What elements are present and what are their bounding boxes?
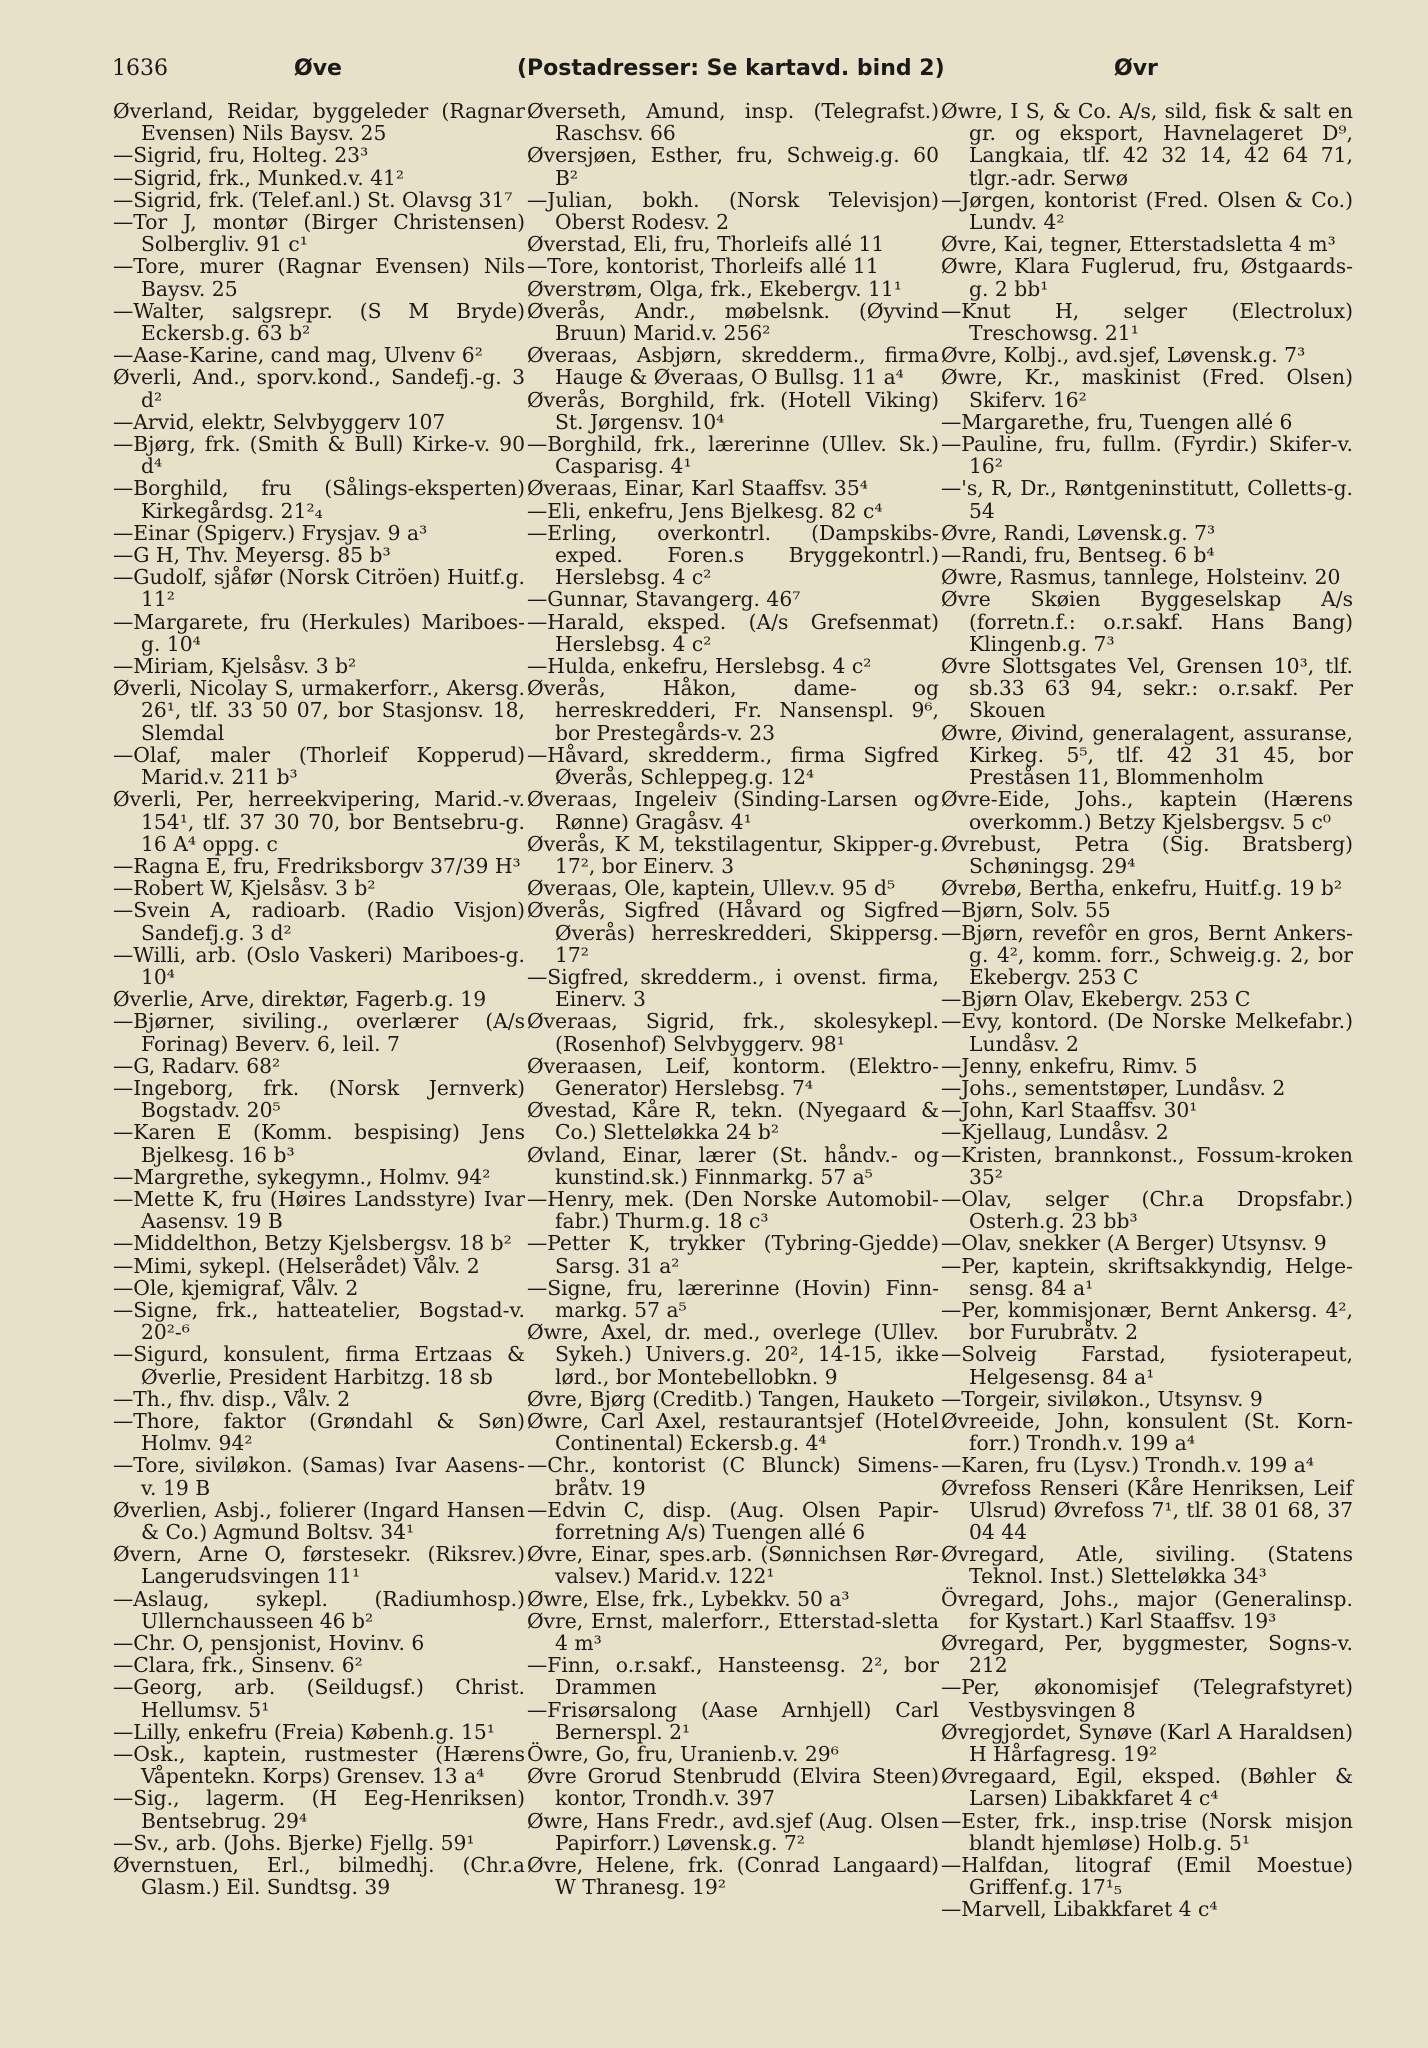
directory-entry: Øverli, And., sporv.kond., Sandefj.-g. 3 d² <box>113 365 525 412</box>
directory-entry: —Evy, kontord. (De Norske Melkefabr.) Lundåsv. 2 <box>941 1009 1353 1056</box>
directory-entry: —Halfdan, litograf (Emil Moestue) Griffenf.g. 17¹₅ <box>941 1853 1353 1900</box>
directory-entry: Øwre, Øivind, generalagent, assuranse, Kirkeg. 5⁵, tlf. 42 31 45, bor Preståsen 11, Blommenholm <box>941 720 1353 790</box>
directory-entry: —Chr., kontorist (C Blunck) Simens-bråtv. 19 <box>527 1453 939 1500</box>
directory-entry: Øverli, Per, herreekvipering, Marid.-v. 154¹, tlf. 37 30 70, bor Bentsebru-g. 16 A⁴ oppg. c <box>113 787 525 856</box>
directory-entry: Öwre, Go, fru, Uranienb.v. 29⁶ <box>527 1742 839 1767</box>
directory-entry: —Th., fhv. disp., Vålv. 2 <box>113 1386 351 1411</box>
directory-entry: —Sigrid, fru, Holteg. 23³ <box>113 143 369 168</box>
directory-entry: Øvrebø, Bertha, enkefru, Huitf.g. 19 b² <box>941 876 1343 901</box>
directory-entry: —Olav, selger (Chr.a Dropsfabr.) Osterh.g. 23 bb³ <box>941 1186 1353 1234</box>
directory-entry: Øwre, Kr., maskinist (Fred. Olsen) Skiferv. 16² <box>941 365 1353 412</box>
directory-entry: Øvern, Arne O, førstesekr. (Riksrev.) Langerudsvingen 11¹ <box>113 1542 525 1589</box>
directory-entry: Øvreeide, John, konsulent (St. Korn-forr.) Trondh.v. 199 a⁴ <box>941 1408 1353 1456</box>
directory-entry: Øvre, Kolbj., avd.sjef, Løvensk.g. 7³ <box>941 343 1306 368</box>
directory-entry: —Johs., sementstøper, Lundåsv. 2 <box>941 1075 1286 1100</box>
directory-entry: Øverås, Andr., møbelsnk. (Øyvind Bruun) Marid.v. 256² <box>527 298 939 346</box>
directory-entry: —Willi, arb. (Oslo Vaskeri) Mariboes-g. 10⁴ <box>113 942 525 989</box>
directory-entry: Øveraas, Einar, Karl Staaffsv. 35⁴ <box>527 476 868 501</box>
directory-entry: —Bjørg, frk. (Smith & Bull) Kirke-v. 90 d⁴ <box>113 432 525 479</box>
directory-entry: Øwre, Hans Fredr., avd.sjef (Aug. Olsen Papirforr.) Løvensk.g. 7² <box>527 1808 939 1855</box>
directory-entry: —Karen, fru (Lysv.) Trondh.v. 199 a⁴ <box>941 1453 1314 1478</box>
directory-column-3 <box>941 100 1353 1921</box>
directory-entry: —Middelthon, Betzy Kjelsbergsv. 18 b² <box>113 1231 512 1256</box>
directory-entry: Øverstad, Eli, fru, Thorleifs allé 11 <box>527 232 885 257</box>
directory-entry: —Osk., kaptein, rustmester (Hærens Våpentekn. Korps) Grensev. 13 a⁴ <box>113 1742 525 1789</box>
directory-entry: —Aase-Karine, cand mag, Ulvenv 6² <box>113 343 483 368</box>
directory-entry: —Ester, frk., insp.trise (Norsk misjon blandt hjemløse) Holb.g. 5¹ <box>941 1808 1353 1855</box>
directory-entry: Øwre, Else, frk., Lybekkv. 50 a³ <box>527 1586 850 1611</box>
directory-entry: —Georg, arb. (Seildugsf.) Christ. Hellumsv. 5¹ <box>113 1675 525 1722</box>
directory-entry: —Sv., arb. (Johs. Bjerke) Fjellg. 59¹ <box>113 1830 475 1855</box>
directory-entry: —Erling, overkontrl. (Dampskibs-exped. Foren.s Bryggekontrl.) Herslebsg. 4 c² <box>527 520 939 590</box>
directory-entry: Øverås, K M, tekstilagentur, Skipper-g. 17², bor Einerv. 3 <box>527 831 939 878</box>
directory-entry: Øvre, Bjørg (Creditb.) Tangen, Hauketo <box>527 1386 935 1411</box>
directory-entry: Øvregaard, Egil, eksped. (Bøhler & Larsen) Libakkfaret 4 c⁴ <box>941 1764 1353 1811</box>
directory-entry: Øvre, Randi, Løvensk.g. 7³ <box>941 520 1216 545</box>
directory-entry: Øversjøen, Esther, fru, Schweig.g. 60 B² <box>527 143 939 190</box>
directory-entry: Øvre, Ernst, malerforr., Etterstad-sletta 4 m³ <box>527 1608 939 1656</box>
directory-entry: Øvland, Einar, lærer (St. håndv.- og kunstind.sk.) Finnmarkg. 57 a⁵ <box>527 1142 939 1189</box>
directory-entry: Øvregard, Per, byggmester, Sogns-v. 212 <box>941 1631 1353 1678</box>
directory-entry: —Hulda, enkefru, Herslebsg. 4 c² <box>527 654 872 679</box>
directory-entry: —Knut H, selger (Electrolux) Treschowsg. 21¹ <box>941 298 1353 346</box>
directory-entry: —Per, kaptein, skriftsakkyndig, Helge-sensg. 84 a¹ <box>941 1253 1353 1300</box>
directory-entry: Øverås, Sigfred (Håvard og Sigfred Øverås) herreskredderi, Skippersg. 17² <box>527 898 939 967</box>
directory-entry: —Gudolf, sjåfør (Norsk Citröen) Huitf.g. 11² <box>113 565 525 612</box>
directory-entry: Øwre, Klara Fuglerud, fru, Østgaards-g. 2 bb¹ <box>941 254 1353 301</box>
directory-entry: —G H, Thv. Meyersg. 85 b³ <box>113 543 391 568</box>
directory-entry: —Borghild, frk., lærerinne (Ullev. Sk.) Casparisg. 4¹ <box>527 432 939 479</box>
directory-entry: —Per, økonomisjef (Telegrafstyret) Vestbysvingen 8 <box>941 1675 1353 1722</box>
directory-entry: Øvernstuen, Erl., bilmedhj. (Chr.a Glasm.) Eil. Sundtsg. 39 <box>113 1853 525 1900</box>
directory-entry: —Sigurd, konsulent, firma Ertzaas & Øverlie, President Harbitzg. 18 sb <box>113 1342 525 1389</box>
directory-entry: —G, Radarv. 68² <box>113 1053 281 1078</box>
directory-entry: Øverli, Nicolay S, urmakerforr., Akersg. 26¹, tlf. 33 50 07, bor Stasjonsv. 18, Slemdal <box>113 676 525 745</box>
directory-entry: —Henry, mek. (Den Norske Automobil-fabr.) Thurm.g. 18 c³ <box>527 1186 939 1234</box>
directory-entry: —Sigfred, skredderm., i ovenst. firma, Einerv. 3 <box>527 964 939 1012</box>
directory-entry: —Sigrid, frk., Munked.v. 41² <box>113 165 405 190</box>
directory-entry: —Borghild, fru (Sålings-eksperten) Kirkegårdsg. 21²₄ <box>113 476 525 523</box>
directory-entry: —Sig., lagerm. (H Eeg-Henriksen) Bentsebrug. 29⁴ <box>113 1786 525 1833</box>
directory-entry: —Miriam, Kjelsåsv. 3 b² <box>113 654 357 679</box>
directory-entry: —Bjørn Olav, Ekebergv. 253 C <box>941 987 1251 1012</box>
directory-entry: —Gunnar, Stavangerg. 46⁷ <box>527 587 801 612</box>
directory-entry: Øverås, Borghild, frk. (Hotell Viking) St. Jørgensv. 10⁴ <box>527 387 939 434</box>
directory-entry: Øwre, Axel, dr. med., overlege (Ullev. Sykeh.) Univers.g. 20², 14-15, ikke lørd., bor Montebellobkn. 9 <box>527 1320 939 1389</box>
directory-entry: Øverås, Håkon, dame- og herreskredderi, Fr. Nansenspl. 9⁶, bor Prestegårds-v. 23 <box>527 676 939 745</box>
directory-entry: —Finn, o.r.sakf., Hansteensg. 2², bor Drammen <box>527 1653 939 1700</box>
directory-entry: Øvregjordet, Synøve (Karl A Haraldsen) H Hårfagresg. 19² <box>941 1719 1353 1767</box>
directory-entry: —Eli, enkefru, Jens Bjelkesg. 82 c⁴ <box>527 498 883 523</box>
directory-entry: —Ole, kjemigraf, Vålv. 2 <box>113 1275 359 1300</box>
directory-entry: Øverseth, Amund, insp. (Telegrafst.) Raschsv. 66 <box>527 99 939 146</box>
directory-entry: —Mette K, fru (Høires Landsstyre) Ivar Aasensv. 19 B <box>113 1186 525 1234</box>
directory-entry: Øveraas, Ingeleiv (Sinding-Larsen og Rønne) Gragåsv. 4¹ <box>527 787 939 834</box>
page-header <box>112 56 1362 92</box>
directory-entry: Øverland, Reidar, byggeleder (Ragnar Evensen) Nils Baysv. 25 <box>113 99 525 146</box>
directory-entry: Øvre, Helene, frk. (Conrad Langaard) W Thranesg. 19² <box>527 1853 939 1900</box>
directory-entry: —Einar (Spigerv.) Frysjav. 9 a³ <box>113 520 428 545</box>
directory-entry: —Torgeir, siviløkon., Utsynsv. 9 <box>941 1386 1263 1411</box>
directory-entry: —Lilly, enkefru (Freia) Københ.g. 15¹ <box>113 1719 495 1744</box>
directory-entry: —Solveig Farstad, fysioterapeut, Helgesensg. 84 a¹ <box>941 1342 1353 1389</box>
directory-entry: Øveraasen, Leif, kontorm. (Elektro-Generator) Herslebsg. 7⁴ <box>527 1053 939 1100</box>
directory-entry: —Clara, frk., Sinsenv. 6² <box>113 1653 363 1678</box>
directory-entry: Övregard, Johs., major (Generalinsp. for Kystart.) Karl Staaffsv. 19³ <box>941 1586 1353 1633</box>
directory-entry: —Olaf, maler (Thorleif Kopperud) Marid.v. 211 b³ <box>113 742 525 790</box>
directory-entry: —Jenny, enkefru, Rimv. 5 <box>941 1053 1198 1078</box>
directory-entry: —Bjørn, revefôr en gros, Bernt Ankers-g. 4², komm. forr., Schweig.g. 2, bor Ekebergv. 253 C <box>941 920 1353 989</box>
directory-entry: —Tore, kontorist, Thorleifs allé 11 <box>527 254 879 279</box>
directory-entry: Øveraas, Asbjørn, skredderm., firma Hauge & Øveraas, O Bullsg. 11 a⁴ <box>527 343 939 390</box>
directory-entry: —Thore, faktor (Grøndahl & Søn) Holmv. 94² <box>113 1408 525 1456</box>
directory-entry: —Robert W, Kjelsåsv. 3 b² <box>113 876 376 901</box>
directory-entry: —Jørgen, kontorist (Fred. Olsen & Co.) Lundv. 4² <box>941 187 1353 235</box>
directory-entry: —'s, R, Dr., Røntgeninstitutt, Colletts-g. 54 <box>941 476 1353 523</box>
directory-entry: Øvre, Kai, tegner, Etterstadsletta 4 m³ <box>941 232 1336 257</box>
directory-entry: —Aslaug, sykepl. (Radiumhosp.) Ullernchausseen 46 b² <box>113 1586 525 1633</box>
directory-entry: —Kjellaug, Lundåsv. 2 <box>941 1120 1169 1145</box>
directory-entry: Øvre, Einar, spes.arb. (Sønnichsen Rør-valsev.) Marid.v. 122¹ <box>527 1542 939 1589</box>
page-number: 1636 <box>112 56 168 81</box>
directory-entry: Øwre, Carl Axel, restaurantsjef (Hotel Continental) Eckersb.g. 4⁴ <box>527 1408 939 1456</box>
directory-entry: Øveraas, Ole, kaptein, Ullev.v. 95 d⁵ <box>527 876 896 901</box>
directory-entry: —Walter, salgsrepr. (S M Bryde) Eckersb.g. 63 b² <box>113 298 525 346</box>
directory-entry: —Signe, fru, lærerinne (Hovin) Finn-markg. 57 a⁵ <box>527 1275 939 1322</box>
header-center-text: (Postadresser: Se kartavd. bind 2) <box>517 56 945 81</box>
directory-entry: —Mimi, sykepl. (Helserådet) Vålv. 2 <box>113 1253 480 1278</box>
directory-entry: Øvre Skøien Byggeselskap A/s (forretn.f.: o.r.sakf. Hans Bang) Klingenb.g. 7³ <box>941 587 1353 656</box>
directory-entry: —Pauline, fru, fullm. (Fyrdir.) Skifer-v. 16² <box>941 432 1353 479</box>
directory-entry: —Edvin C, disp. (Aug. Olsen Papir-forretning A/s) Tuengen allé 6 <box>527 1497 939 1544</box>
directory-entry: —Signe, frk., hatteatelier, Bogstad-v. 20²-⁶ <box>113 1297 525 1345</box>
directory-entry: Øvre Grorud Stenbrudd (Elvira Steen) kontor, Trondh.v. 397 <box>527 1764 939 1811</box>
directory-entry: Øverlie, Arve, direktør, Fagerb.g. 19 <box>113 987 487 1012</box>
directory-entry: —Olav, snekker (A Berger) Utsynsv. 9 <box>941 1231 1327 1256</box>
directory-entry: Øwre, I S, & Co. A/s, sild, fisk & salt en gr. og eksport, Havnelageret D⁹, Langkaia, tlf. 42 32 14, 42 64 71, tlgr.-adr. Serwø <box>941 99 1353 190</box>
directory-entry: —Julian, bokh. (Norsk Televisjon) Oberst Rodesv. 2 <box>527 187 939 235</box>
directory-entry: Øverstrøm, Olga, frk., Ekebergv. 11¹ <box>527 276 902 301</box>
directory-entry: —Margarethe, fru, Tuengen allé 6 <box>941 409 1293 434</box>
directory-entry: —Arvid, elektr, Selvbyggerv 107 <box>113 409 446 434</box>
directory-entry: —Margarete, fru (Herkules) Mariboes-g. 10⁴ <box>113 609 525 656</box>
directory-entry: —Harald, eksped. (A/s Grefsenmat) Herslebsg. 4 c² <box>527 609 939 656</box>
directory-entry: —Karen E (Komm. bespising) Jens Bjelkesg. 16 b³ <box>113 1120 525 1167</box>
directory-entry: —Ingeborg, frk. (Norsk Jernverk) Bogstadv. 20⁵ <box>113 1075 525 1123</box>
directory-entry: Øvregard, Atle, siviling. (Statens Teknol. Inst.) Sletteløkka 34³ <box>941 1542 1353 1589</box>
directory-entry: —Marvell, Libakkfaret 4 c⁴ <box>941 1897 1218 1922</box>
directory-entry: Øvrefoss Renseri (Kåre Henriksen, Leif Ulsrud) Øvrefoss 7¹, tlf. 38 01 68, 37 04 44 <box>941 1475 1353 1544</box>
directory-column-2 <box>527 100 939 1898</box>
directory-entry: Øvre-Eide, Johs., kaptein (Hærens overkomm.) Betzy Kjelsbergsv. 5 c⁰ <box>941 787 1353 834</box>
directory-entry: Øvrebust, Petra (Sig. Bratsberg) Schøningsg. 29⁴ <box>941 831 1353 878</box>
directory-entry: —Svein A, radioarb. (Radio Visjon) Sandefj.g. 3 d² <box>113 898 525 945</box>
directory-entry: —Håvard, skredderm., firma Sigfred Øverås, Schleppeg.g. 12⁴ <box>527 742 939 790</box>
directory-entry: —Ragna E, fru, Fredriksborgv 37/39 H³ <box>113 853 521 878</box>
directory-entry: Øverlien, Asbj., folierer (Ingard Hansen & Co.) Agmund Boltsv. 34¹ <box>113 1497 525 1544</box>
directory-entry: Øwre, Rasmus, tannlege, Holsteinv. 20 <box>941 565 1341 590</box>
directory-entry: —Tor J, montør (Birger Christensen) Solbergliv. 91 c¹ <box>113 210 525 257</box>
directory-entry: —Sigrid, frk. (Telef.anl.) St. Olavsg 31⁷ <box>113 187 513 212</box>
directory-column-1 <box>113 100 525 1898</box>
directory-entry: —Tore, siviløkon. (Samas) Ivar Aasens-v. 19 B <box>113 1453 525 1500</box>
directory-entry: Øveraas, Sigrid, frk., skolesykepl. (Rosenhof) Selvbyggerv. 98¹ <box>527 1009 939 1056</box>
directory-entry: —Petter K, trykker (Tybring-Gjedde) Sarsg. 31 a² <box>527 1231 939 1278</box>
directory-entry: —John, Karl Staaffsv. 30¹ <box>941 1098 1198 1123</box>
directory-entry: —Bjørner, siviling., overlærer (A/s Forinag) Beverv. 6, leil. 7 <box>113 1009 525 1056</box>
directory-entry: —Frisørsalong (Aase Arnhjell) Carl Bernerspl. 2¹ <box>527 1697 939 1744</box>
directory-entry: —Margrethe, sykegymn., Holmv. 94² <box>113 1164 491 1189</box>
directory-entry: —Randi, fru, Bentseg. 6 b⁴ <box>941 543 1215 568</box>
directory-entry: —Bjørn, Solv. 55 <box>941 898 1111 923</box>
directory-entry: —Chr. O, pensjonist, Hovinv. 6 <box>113 1631 425 1656</box>
header-left-word: Øve <box>294 56 342 81</box>
header-right-word: Øvr <box>1114 56 1158 81</box>
directory-entry: Øvestad, Kåre R, tekn. (Nyegaard & Co.) Sletteløkka 24 b² <box>527 1098 939 1145</box>
directory-entry: —Kristen, brannkonst., Fossum-kroken 35² <box>941 1142 1353 1189</box>
directory-entry: —Per, kommisjonær, Bernt Ankersg. 4², bor Furubråtv. 2 <box>941 1297 1353 1345</box>
directory-entry: —Tore, murer (Ragnar Evensen) Nils Baysv. 25 <box>113 254 525 301</box>
directory-entry: Øvre Slottsgates Vel, Grensen 10³, tlf. sb.33 63 94, sekr.: o.r.sakf. Per Skouen <box>941 654 1353 723</box>
